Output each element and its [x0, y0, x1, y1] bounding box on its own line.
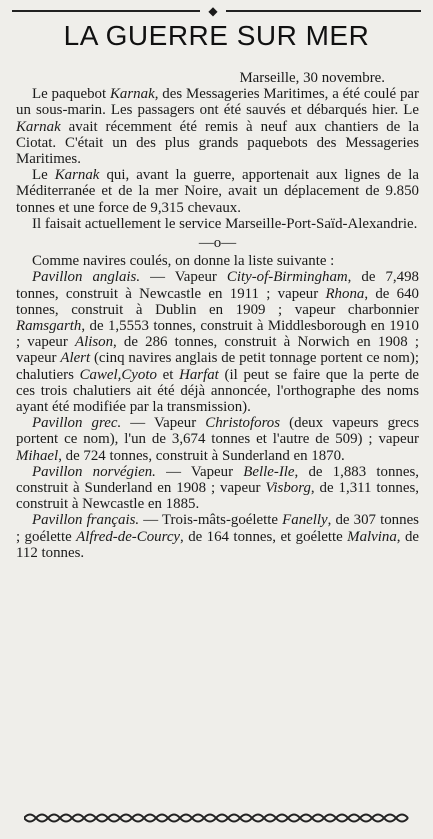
article-body — [16, 70, 419, 561]
paragraph-french: Pavillon français. — Trois-mâts-goélette Fanelly, de 307 tonnes ; goélette Alfred-de-Courcy, de 164 tonnes, et goélette Malvina, de 112 tonnes. — [16, 512, 419, 561]
dateline: Marseille, 30 novembre. — [239, 70, 385, 86]
paragraph-greek: Pavillon grec. — Vapeur Christoforos (deux vapeurs grecs portent ce nom), l'un de 3,674 tonnes et l'autre de 509) ; vapeur Mihael, de 724 tonnes, construit à Sunderland en 1870. — [16, 415, 419, 464]
bottom-ornament-icon — [24, 811, 409, 825]
paragraph-british: Pavillon anglais. — Vapeur City-of-Birmingham, de 7,498 tonnes, construit à Newcastle en 1911 ; vapeur Rhona, de 640 tonnes, construit à Dublin en 1909 ; vapeur charbonnier Ramsgarth, de 1,5553 tonnes, construit à Middlesborough en 1910 ; vapeur Alison, de 286 tonnes, construit à Norwich en 1908 ; vapeur Alert (cinq navires anglais de petit tonnage portent ce nom); chalutiers Cawel,Cyoto et Harfat (il peut se faire que la perte de ces trois chalutiers ait été déjà annoncée, l'orthographe des noms ayant été modifiée par la transmission). — [16, 269, 420, 416]
paragraph-norwegian: Pavillon norvégien. — Vapeur Belle-Ile, de 1,883 tonnes, construit à Sunderland en 1908 ; vapeur Visborg, de 1,311 tonnes, construit à Newcastle en 1885. — [16, 463, 419, 513]
paragraph-2: Le Karnak qui, avant la guerre, apportenait aux lignes de la Méditerranée et de la mer Noire, avait un déplacement de 9.850 tonnes et une force de 9,315 chevaux. — [16, 167, 419, 216]
headline: LA GUERRE SUR MER — [63, 20, 370, 51]
top-ornament-icon: ◆ — [200, 4, 226, 18]
section-separator: —o— — [198, 235, 237, 252]
paragraph-4: Comme navires coulés, on donne la liste suivante : — [32, 253, 335, 270]
paragraph-3: Il faisait actuellement le service Marseille-Port-Saïd-Alexandrie. — [32, 215, 418, 232]
paragraph-1: Le paquebot Karnak, des Messageries Maritimes, a été coulé par un sous-marin. Les passagers ont été sauvés et débarqués hier. Le Karnak avait récemment été remis à neuf aux chantiers de la Ciotat. C'était un des plus grands paquebots des Messageries Maritimes. — [16, 86, 419, 168]
